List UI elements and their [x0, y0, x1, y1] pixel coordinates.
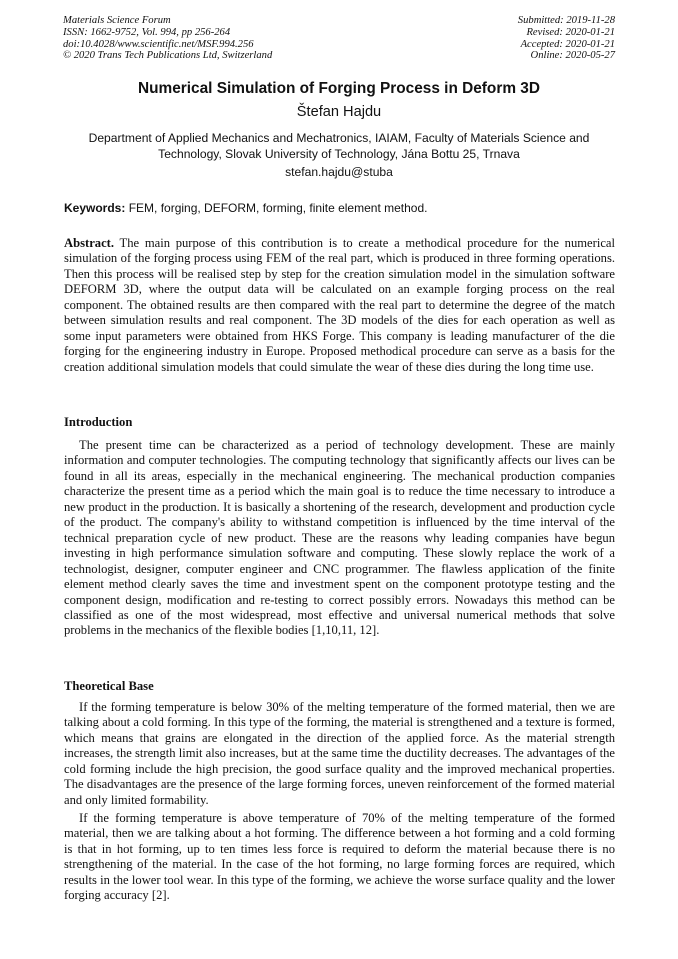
copyright: © 2020 Trans Tech Publications Ltd, Switzerland	[63, 50, 273, 62]
abstract-label: Abstract.	[64, 236, 115, 250]
introduction-paragraph: The present time can be characterized as a period of technology development. These are mainly information and computer technologies. The computing technology that significantly affects our lives can be found in all its areas, especially in the mechanical engineering. The mechanical production companies characterize the present time as a period which the main goal is to reduce the time necessary to introduce a new product in the production. It is basically a shortening of the research, development and production cycle of the product. The company's ability to withstand competition is influenced by the time interval of the technical preparation cycle of new product. These are the reasons why leading companies have begun investing in high performance simulation software and computing. These slowly replace the work of a technologist, designer, computer engineer and CNC programmer. The flawless application of the finite element method clearly saves the time and investment spent on the component prototype testing and the component design, modification and re-testing to correct possibly errors. Nowadays this method can be classified as one of the most widespread, most effective and universal numerical methods that solve problems in the mechanics of the flexible bodies [1,10,11, 12].	[64, 438, 615, 638]
date-submitted: Submitted: 2019-11-28	[517, 15, 615, 26]
paper-title: Numerical Simulation of Forging Process in Deform 3D	[138, 80, 540, 97]
journal-name: Materials Science Forum	[63, 15, 171, 26]
date-online: Online: 2020-05-27	[530, 50, 615, 62]
author-name: Štefan Hajdu	[296, 104, 382, 120]
theoretical-base-paragraph-1: If the forming temperature is below 30% of the melting temperature of the formed material, then we are talking about a cold forming. In this type of the forming, the material is strengthened and a texture is formed, which means that grains are elongated in the direction of the applied force. As the material strength increases, the strength limit also increases, but at the same time the ductility decreases. The advantages of the cold forming include the high precision, the good surface quality and the improved mechanical properties. The disadvantages are the presence of the large forming forces, uneven reinforcement of the formed material and only limited formability.	[64, 700, 615, 807]
journal-info	[63, 15, 272, 62]
keywords-label: Keywords:	[64, 201, 126, 215]
author-affiliation: Department of Applied Mechanics and Mechatronics, IAIAM, Faculty of Materials Science and Technology, Slovak University of Technology, Jána Bottu 25, Trnava	[88, 131, 590, 161]
keywords	[64, 201, 616, 215]
section-heading-introduction: Introduction	[64, 415, 133, 429]
journal-issn: ISSN: 1662-9752, Vol. 994, pp 256-264	[63, 26, 231, 38]
section-heading-theoretical-base: Theoretical Base	[64, 679, 154, 693]
keywords-text: FEM, forging, DEFORM, forming, finite element method.	[128, 201, 428, 215]
abstract-text: The main purpose of this contribution is to create a methodical procedure for the numerical simulation of the forging process using FEM of the real part, which is produced in three forming operations. Then this process will be realised step by step for the creation simulation model in the simulation software DEFORM 3D, where the output data will be calculated on an example forging process on the real component. The obtained results are then compared with the real part to determine the degree of the match between simulation results and real component. The 3D models of the dies for each operation as well as some input parameters were obtained from HKS Forge. This company is leading manufacturer of the die forging for the engineering industry in Europe. Proposed methodical procedure can serve as a basis for the creation additional simulation models that could simulate the wear of these dies during the long time use.	[64, 236, 616, 374]
author-email[interactable]: stefan.hajdu@stuba	[285, 165, 393, 179]
theoretical-base-paragraph-2: If the forming temperature is above temperature of 70% of the melting temperature of the formed material, then we are talking about a hot forming. The difference between a hot forming and a cold forming is that in hot forming, up to ten times less force is required to deform the material because there is no strengthening of the material. In the case of the hot forming, no large forming forces are required, which results in the lower tool wear. In this type of the forming, we achieve the worse surface quality and the lower forging accuracy [2].	[64, 811, 615, 903]
journal-doi[interactable]: doi:10.4028/www.scientific.net/MSF.994.256	[63, 38, 254, 50]
abstract	[64, 236, 615, 375]
date-revised: Revised: 2020-01-21	[526, 26, 615, 38]
submission-dates	[518, 15, 615, 62]
date-accepted: Accepted: 2020-01-21	[520, 38, 615, 50]
